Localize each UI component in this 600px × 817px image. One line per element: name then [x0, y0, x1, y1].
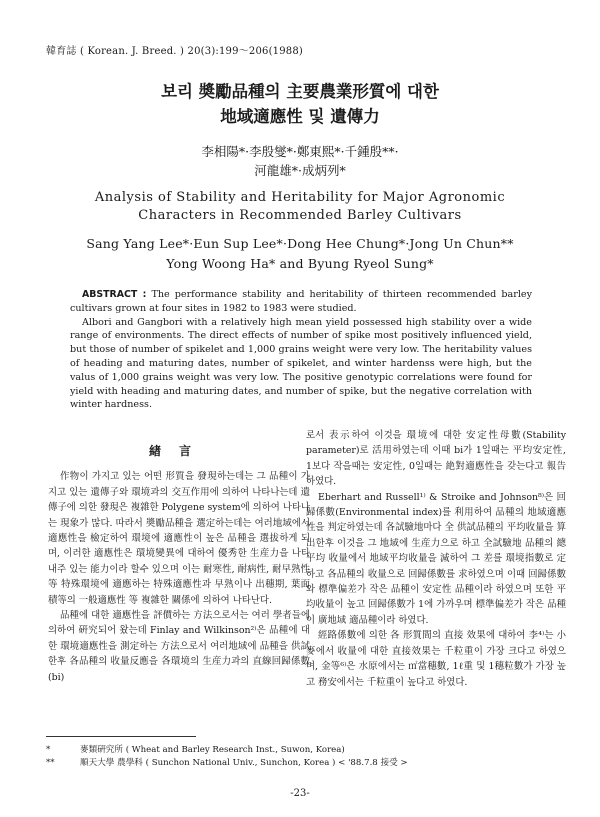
- footnote-mark: **: [46, 757, 55, 768]
- english-authors-line-1: Sang Yang Lee*·Eun Sup Lee*·Dong Hee Chung*·Jong Un Chun**: [86, 236, 514, 251]
- abstract-paragraph-1: [70, 288, 532, 316]
- body-paragraph: 品種에 대한 適應性을 評價하는 方法으로서는 여러 學者들에 의하여 硏究되어 왔는데 Finlay and Wilkinson²⁾은 品種에 대한 環境適應性을 測定하는 方法으로서 여러地域에 品種을 供試한후 各品種의 收量反應을 各環境의 生産力과의 直線回歸係數(bi): [48, 610, 310, 683]
- korean-authors-line-2: 河龍雄*·成炳列*: [254, 163, 346, 178]
- footnotes: [46, 744, 566, 769]
- abstract-paragraph-2: Albori and Gangbori with a relatively high mean yield possessed high stability over a wide range of environments. The direct effects of number of spike most positively influenced yield, but those of number of spikelet and 1,000 grains weight were very low. The heritability values of heading and maturing dates, number of spikelet, and winter hardenss were high, but the valus of 1,000 grains weight was very low. The positive genotypic correlations were found for yield with heading and maturing dates, and number of spike, but the negative correlation with winter hardness.: [70, 316, 532, 411]
- section-heading-introduction: 緖言: [148, 444, 209, 458]
- journal-reference: 韓育誌 ( Korean. J. Breed. ) 20(3):199～206(1988): [46, 46, 304, 57]
- abstract-label: ABSTRACT :: [82, 289, 147, 300]
- page-number: -23-: [290, 788, 310, 799]
- body-paragraph: 作物이 가지고 있는 어떤 形質을 發現하는데는 그 品種이 가지고 있는 遺傳子와 環境과의 交互作用에 의하여 나타나는데 遺傳子에 의한 發現은 複雜한 Polygene system에 의하여 나타나는 現象가 많다. 따라서 奬勵品種을 選定하는데는 여러地域에서 適應性을 檢定하여 環境에 適應性이 높은 品種을 選拔하게 되며, 이러한 適應性은 環境變異에 대하여 優秀한 生産力을 나타내주 있는 能力이라 할수 있으며 이는 耐寒性, 耐病性, 耐早熟性 等 特殊環境에 適應하는 特殊適應性과 早熟이나 出穗期, 葉面積等의 一般適應性 等 複雜한 關係에 의하여 나타난다.: [48, 471, 310, 606]
- footnote-affiliation-1: [46, 744, 566, 757]
- left-column: [48, 428, 310, 685]
- footnote-affiliation-2: [46, 757, 566, 770]
- abstract-text-1: The performance stability and heritability of thirteen recommended barley cultivars grown at four sites in 1982 to 1983 were studied.: [70, 289, 532, 314]
- right-column: [306, 428, 566, 690]
- korean-authors-line-1: 李相陽*·李殷燮*·鄭東熙*·千鍾殷**·: [201, 144, 399, 159]
- footnote-divider: [46, 736, 196, 737]
- korean-title-line-1: 보리 奬勵品種의 主要農業形質에 대한: [161, 82, 439, 101]
- english-title-line-1: Analysis of Stability and Heritability for Major Agronomic: [94, 190, 506, 205]
- body-paragraph: Eberhart and Russell¹⁾ & Stroike and Johnson⁸⁾은 回歸係數(Environmental index)를 利用하여 品種의 地域適應性을 判定하였는데 各試驗地마다 全 供試品種의 平均收量을 算出한후 이것을 그 地域에 生産力으로 하고 全試驗地 品種의 總平均 收量에서 地域平均收量을 減하여 그 差를 環境指數로 定하고 各品種의 收量으로 回歸係數를 求하였으며 이때 回歸係數와 標準偏差가 작은 品種이 安定性 品種이라 하였으며 또한 平均收量이 높고 回歸係數가 1에 가까우며 標準偏差가 작은 品種이 廣地域 適品種이라 하였다.: [306, 491, 566, 626]
- english-title-line-2: Characters in Recommended Barley Cultivars: [138, 208, 462, 223]
- footnote-text: 麥類硏究所 ( Wheat and Barley Research Inst., Suwon, Korea): [80, 745, 345, 755]
- footnote-text: 順天大學 農學科 ( Sunchon National Univ., Sunchon, Korea ) < '88.7.8 接受 >: [80, 757, 408, 768]
- body-paragraph: 로서 表示하여 이것을 環境에 대한 安定性母數(Stability parameter)로 活用하였는데 이때 bi가 1일때는 平均安定性, 1보다 작을때는 安定性, 0일때는 絶對適應性을 갖는다고 報告하였다.: [306, 430, 566, 488]
- english-authors-line-2: Yong Woong Ha* and Byung Ryeol Sung*: [166, 256, 434, 271]
- footnote-mark: *: [46, 745, 51, 755]
- abstract: [70, 288, 532, 412]
- body-paragraph: 經路係數에 의한 各 形質間의 直接 效果에 대하여 李⁴⁾는 小麥에서 收量에 대한 直接效果는 千粒重이 가장 크다고 하였으며, 金等⁶⁾은 水原에서는 ㎡當穗數, 1ℓ重 및 1穗粒數가 가장 높고 務安에서는 千粒重이 높다고 하였다.: [306, 630, 566, 688]
- korean-title-line-2: 地域適應性 및 遺傳力: [220, 107, 380, 126]
